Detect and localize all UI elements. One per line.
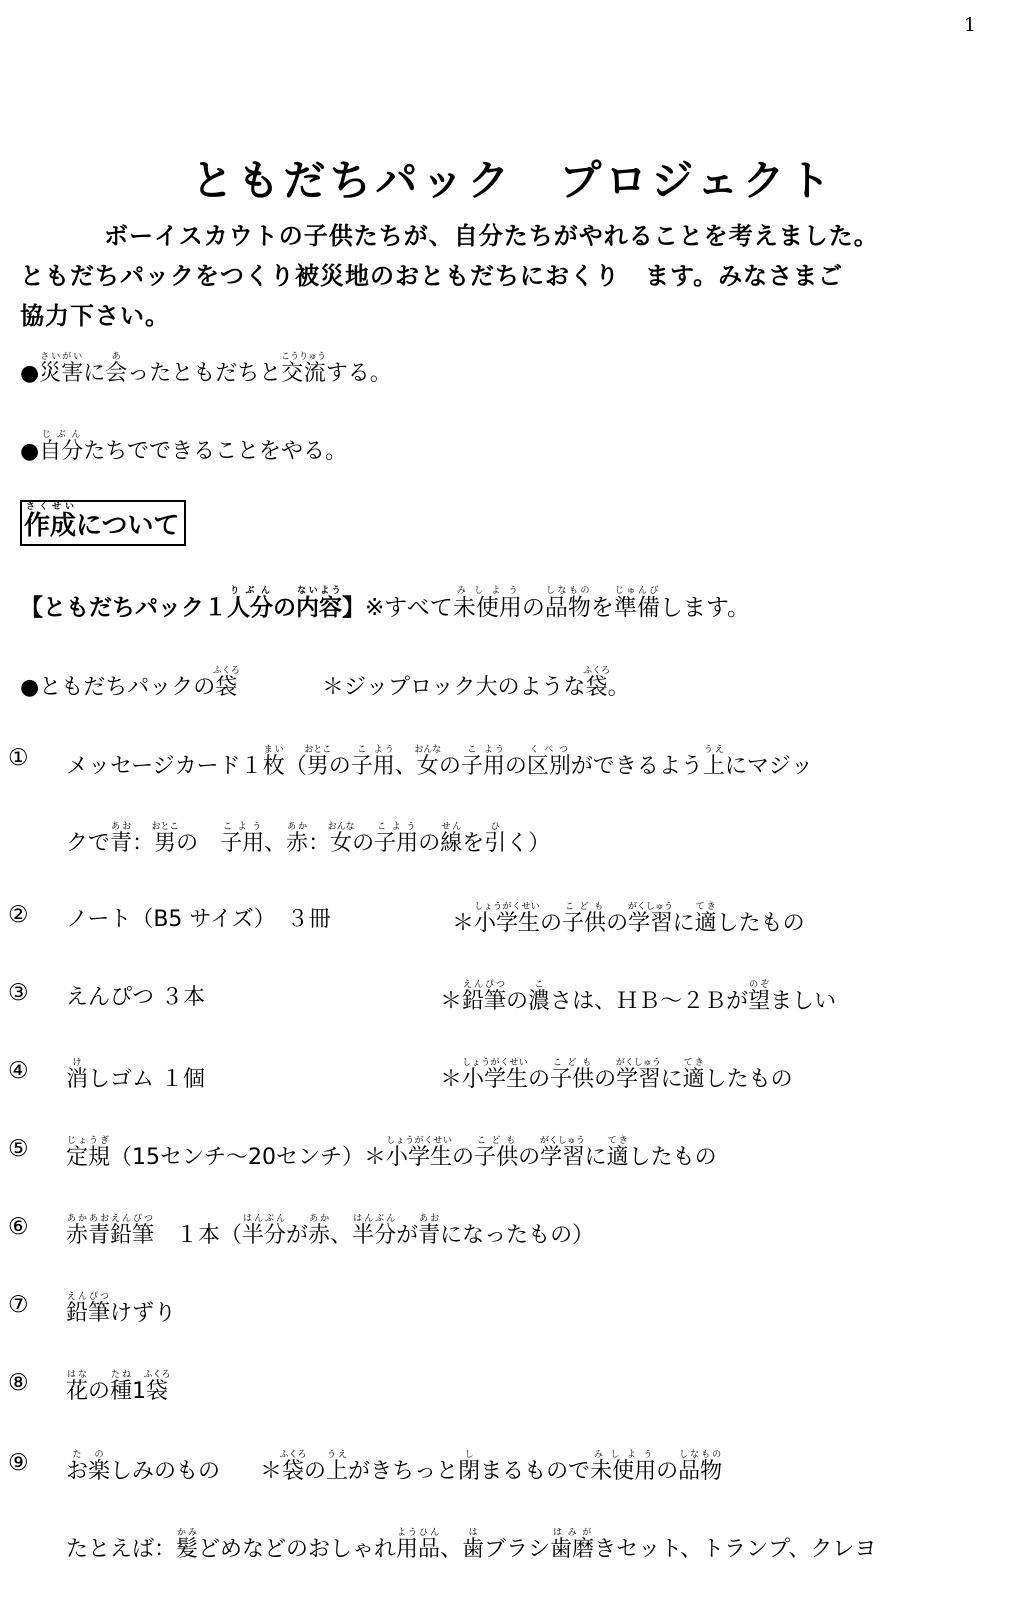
item-notebook-note: ＊小学生しょうがくせいの子供こどもの学習がくしゅうに適てきしたもの [452,902,805,936]
item-fun-goods-examples: たとえば：髪かみどめなどのおしゃれ用品ようひん、歯はブラシ歯磨はみがきセット、トランプ、クレヨ [66,1528,877,1562]
item-number: ⑤ [8,1136,29,1162]
item-number: ⑥ [8,1214,29,1240]
goal-self-action: ●自分じぶんたちでできることをやる。 [20,430,347,464]
page-title: ともだちパック プロジェクト [191,156,835,205]
intro-line-1: ボーイスカウトの子供たちが、自分たちがやれることを考えました。 [104,222,879,250]
item-fun-goods: お楽たのしみのもの [66,1450,221,1484]
item-message-card: メッセージカード１枚まい（男おとこの子こ用よう、女おんなの子こ用ようの区別くべつができるよう上うえにマジッ [66,745,813,779]
bullet-icon: ● [20,439,40,464]
item-pencil-sharpener: 鉛筆えんぴつけずり [66,1292,177,1326]
intro-line-2: ともだちパックをつくり被災地のおともだちにおくり ます。みなさまご [20,262,844,290]
item-pencils: えんぴつ ３本 [66,985,205,1010]
bag-note: ＊ジップロック大のような袋ふくろ。 [322,666,630,700]
page-number: 1 [963,14,976,36]
bullet-icon: ● [20,361,40,386]
item-eraser: 消けしゴム １個 [66,1058,206,1092]
item-red-blue-pencil: 赤青鉛筆あかあおえんぴつ １本（半分はんぶんが赤あか、半分はんぶんが青あおになったもの） [66,1214,595,1248]
intro-line-3: 協力下さい。 [20,302,170,330]
item-number: ⑦ [8,1292,29,1318]
item-fun-goods-note: ＊袋ふくろの上うえがきちっと閉しまるもので未使用みしようの品物しなもの [260,1450,723,1484]
item-number: ⑧ [8,1370,29,1396]
contents-heading: 【ともだちパック１人分りぶんの内容ないよう】※すべて未使用みしようの品物しなものを準備じゅんびします。 [20,586,750,621]
bullet-icon: ● [20,675,40,700]
item-number: ① [8,745,29,771]
item-number: ② [8,902,29,928]
goal-exchange: ●災害さいがいに会あったともだちと交流こうりゅうする。 [20,352,392,386]
item-notebook: ノート（B5 サイズ） ３冊 [66,907,331,932]
item-ruler: 定規じょうぎ（15センチ～20センチ）＊小学生しょうがくせいの子供こどもの学習がくしゅうに適てきしたもの [66,1136,717,1170]
item-number: ④ [8,1058,29,1084]
item-eraser-note: ＊小学生しょうがくせいの子供こどもの学習がくしゅうに適てきしたもの [440,1058,793,1092]
item-message-card-continued: クで青あお：男おとこの 子用こよう、赤あか：女おんなの子用こようの線せんを引ひく） [66,822,551,856]
item-flower-seeds: 花はなの種たね1袋ふくろ [66,1370,171,1404]
item-number: ⑨ [8,1450,29,1476]
section-heading-box: 作成さくせいについて [20,500,186,546]
bag-line: ●ともだちパックの袋ふくろ [20,666,240,700]
item-pencils-note: ＊鉛筆えんぴつの濃こさは、ＨＢ～２Ｂが望のぞましい [440,980,837,1014]
item-number: ③ [8,980,29,1006]
